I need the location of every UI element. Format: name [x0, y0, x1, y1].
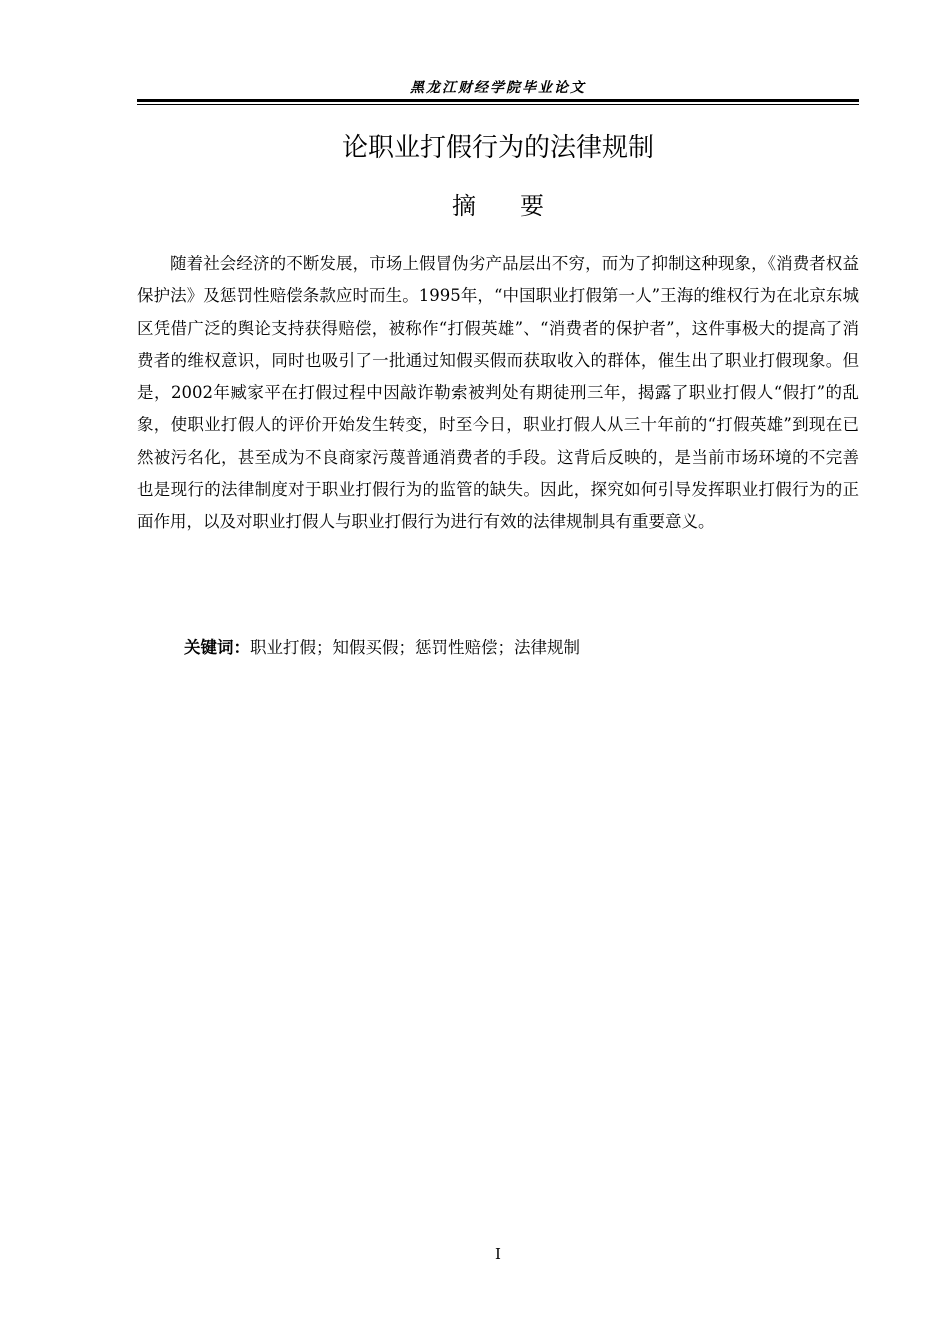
- header-title: 黑龙江财经学院毕业论文: [410, 80, 586, 96]
- page-number: I: [495, 1245, 501, 1263]
- abstract-heading: 摘要: [452, 192, 588, 220]
- abstract-body: 随着社会经济的不断发展，市场上假冒伪劣产品层出不穷，而为了抑制这种现象，《消费者权益保护法》及惩罚性赔偿条款应时而生。1995年，“中国职业打假第一人”王海的维权行为在北京东城区凭借广泛的舆论支持获得赔偿，被称作“打假英雄”、“消费者的保护者”，这件事极大的提高了消费者的维权意识，同时也吸引了一批通过知假买假而获取收入的群体，催生出了职业打假现象。但是，2002年臧家平在打假过程中因敲诈勒索被判处有期徒刑三年，揭露了职业打假人“假打”的乱象，使职业打假人的评价开始发生转变，时至今日，职业打假人从三十年前的“打假英雄”到现在已然被污名化，甚至成为不良商家污蔑普通消费者的手段。这背后反映的，是当前市场环境的不完善也是现行的法律制度对于职业打假行为的监管的缺失。因此，探究如何引导发挥职业打假行为的正面作用，以及对职业打假人与职业打假行为进行有效的法律规制具有重要意义。: [137, 254, 859, 532]
- keywords-text: 职业打假；知假买假；惩罚性赔偿；法律规制: [250, 638, 580, 657]
- header-rule-thin: [137, 104, 859, 105]
- document-title: 论职业打假行为的法律规制: [341, 133, 654, 163]
- keywords-label: 关键词：: [184, 638, 250, 657]
- keywords-line: [184, 634, 864, 662]
- page-header: [137, 78, 859, 106]
- header-rule-thick: [137, 99, 859, 102]
